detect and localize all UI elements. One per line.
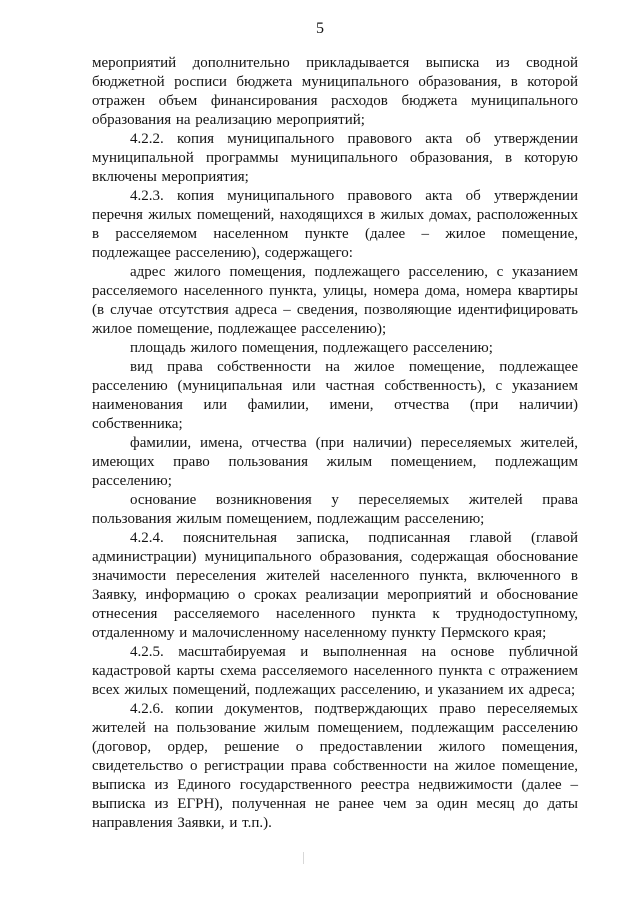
document-body xyxy=(92,54,578,833)
page-number: 5 xyxy=(316,20,324,37)
list-item-address: адрес жилого помещения, подлежащего расселению, с указанием расселяемого населенного пункта, улицы, номера дома, номера квартиры (в случае отсутствия адреса – сведения, позволяющие идентифицировать жилое помещение, подлежащее расселению); xyxy=(92,264,578,337)
paragraph-continuation: мероприятий дополнительно прикладывается выписка из сводной бюджетной росписи бюджета муниципального образования, в которой отражен объем финансирования расходов бюджета муниципального образования на реализацию мероприятий; xyxy=(92,55,578,128)
list-item-residents: фамилии, имена, отчества (при наличии) переселяемых жителей, имеющих право пользования жилым помещением, подлежащим расселению; xyxy=(92,435,578,489)
list-item-area: площадь жилого помещения, подлежащего расселению; xyxy=(130,340,493,356)
paragraph-4-2-3: 4.2.3. копия муниципального правового акта об утверждении перечня жилых помещений, находящихся в жилых домах, расположенных в расселяемом населенном пункте (далее – жилое помещение, подлежащее расселению), содержащего: xyxy=(92,188,578,261)
paragraph-4-2-6: 4.2.6. копии документов, подтверждающих право переселяемых жителей на пользование жилым помещением, подлежащим расселению (договор, ордер, решение о предоставлении жилого помещения, свидетельство о регистрации права собственности на жилое помещение, выписка из Единого государственного реестра недвижимости (далее – выписка из ЕГРН), полученная не ранее чем за один месяц до даты направления Заявки, и т.п.). xyxy=(92,701,578,831)
paragraph-4-2-5: 4.2.5. масштабируемая и выполненная на основе публичной кадастровой карты схема расселяемого населенного пункта с отражением всех жилых помещений, подлежащих расселению, и указанием их адреса; xyxy=(92,644,578,698)
list-item-basis: основание возникновения у переселяемых жителей права пользования жилым помещением, подлежащим расселению; xyxy=(92,492,578,527)
list-item-ownership: вид права собственности на жилое помещение, подлежащее расселению (муниципальная или частная собственность), с указанием наименования или фамилии, имени, отчества (при наличии) собственника; xyxy=(92,359,578,432)
scan-artifact xyxy=(303,852,304,864)
paragraph-4-2-4: 4.2.4. пояснительная записка, подписанная главой (главой администрации) муниципального образования, содержащая обоснование значимости переселения жителей населенного пункта, включенного в Заявку, информацию о сроках реализации мероприятий и обоснование отнесения расселяемого населенного пункта к труднодоступному, отдаленному и малочисленному населенному пункту Пермского края; xyxy=(92,530,578,641)
paragraph-4-2-2: 4.2.2. копия муниципального правового акта об утверждении муниципальной программы муниципального образования, в которую включены мероприятия; xyxy=(92,131,578,185)
